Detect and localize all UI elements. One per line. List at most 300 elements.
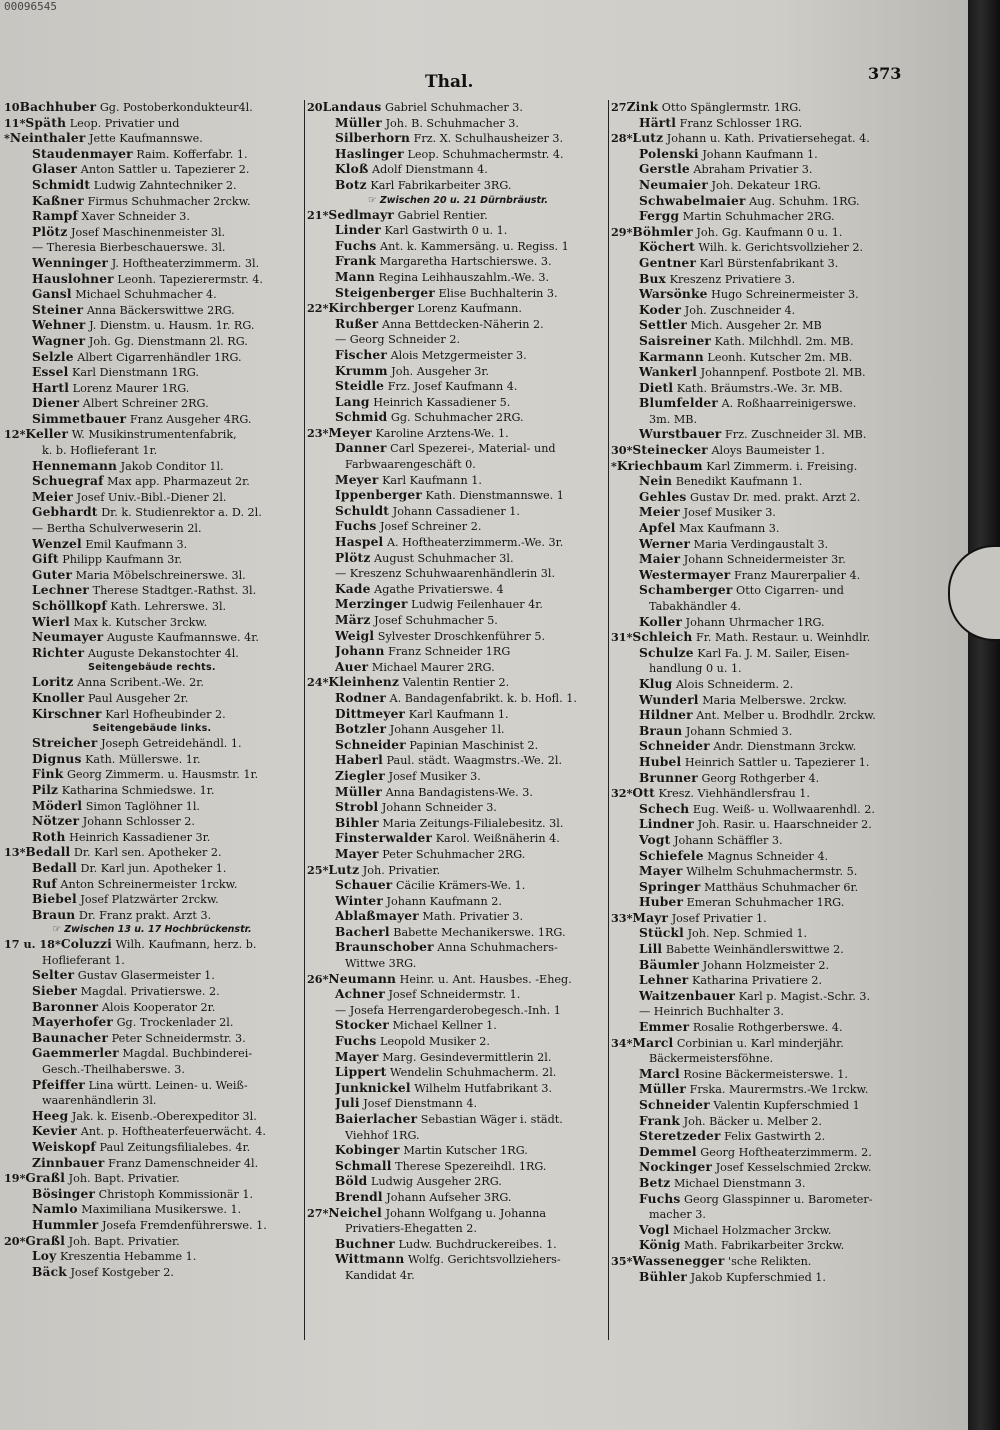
resident-surname: Namlo <box>32 1202 78 1217</box>
resident-details: Sebastian Wäger i. städt. <box>420 1113 563 1126</box>
directory-entry <box>649 1051 911 1067</box>
directory-entry <box>335 613 609 629</box>
resident-surname: Huber <box>639 895 684 910</box>
directory-entry <box>335 473 609 489</box>
resident-details: Franz Schlosser 1RG. <box>679 116 803 130</box>
directory-entry <box>639 1270 911 1286</box>
resident-surname: Böhmler <box>632 224 693 239</box>
resident-surname: Braun <box>639 723 683 738</box>
resident-details: Alois Kooperator 2r. <box>101 1000 216 1014</box>
resident-details: Karl Gastwirth 0 u. 1. <box>384 224 508 238</box>
directory-entry <box>335 1237 609 1253</box>
resident-details: Karl p. Magist.-Schr. 3. <box>738 989 871 1003</box>
directory-entry <box>32 799 300 815</box>
directory-entry <box>32 225 300 241</box>
resident-surname: Stocker <box>335 1018 390 1033</box>
resident-details: Aloys Baumeister 1. <box>711 444 825 458</box>
resident-details: Katharina Privatiere 2. <box>691 974 823 988</box>
resident-surname: Fuchs <box>335 1034 377 1049</box>
resident-surname: Kaßner <box>32 193 84 208</box>
resident-surname: Köchert <box>639 240 695 255</box>
resident-details: Math. Fabrikarbeiter 3rckw. <box>684 1239 845 1253</box>
directory-entry <box>611 1254 911 1270</box>
resident-details: Joh. Bapt. Privatier. <box>68 1172 180 1186</box>
resident-surname: Meyer <box>335 472 379 487</box>
resident-details: Corbinian u. Karl minderjähr. <box>676 1036 844 1050</box>
resident-surname: Danner <box>335 441 387 456</box>
entry-text: — Georg Schneider 2. <box>335 333 461 347</box>
directory-entry <box>639 802 911 818</box>
resident-surname: Neinthaler <box>9 131 86 146</box>
resident-details: Alois Metzgermeister 3. <box>390 348 527 362</box>
resident-surname: Bux <box>639 271 667 286</box>
entry-continuation: Hoflieferant 1. <box>42 953 125 967</box>
resident-surname: Wehner <box>32 318 86 333</box>
house-number: 17 u. 18* <box>4 937 61 952</box>
directory-entry <box>611 100 911 116</box>
resident-surname: Saisreiner <box>639 333 712 348</box>
resident-details: Leopold Musiker 2. <box>380 1035 490 1049</box>
directory-entry <box>639 693 911 709</box>
scan-id: 00096545 <box>4 0 57 13</box>
directory-entry <box>639 615 911 631</box>
resident-details: Leonh. Kutscher 2m. MB. <box>707 350 853 364</box>
resident-surname: Vogl <box>639 1222 670 1237</box>
resident-surname: Fuchs <box>335 238 377 253</box>
resident-surname: Heeg <box>32 1108 69 1123</box>
section-heading: Seitengebäude rechts. <box>88 662 216 674</box>
resident-details: Wilhelm Hutfabrikant 3. <box>414 1081 553 1095</box>
resident-details: Anna Bandagistens-We. 3. <box>385 785 533 799</box>
directory-entry <box>639 537 911 553</box>
resident-surname: Mayer <box>639 864 683 879</box>
resident-details: Georg Hoftheaterzimmerm. 2. <box>700 1145 872 1159</box>
directory-entry <box>335 738 609 754</box>
resident-details: A. Roßhaarreinigerswe. <box>721 397 857 411</box>
directory-entry <box>335 691 609 707</box>
resident-surname: Brendl <box>335 1189 383 1204</box>
entry-continuation: Gesch.-Theilhaberswe. 3. <box>42 1063 185 1077</box>
resident-details: Lina württ. Leinen- u. Weiß- <box>88 1078 248 1092</box>
directory-entry <box>4 845 300 861</box>
resident-details: Max app. Pharmazeut 2r. <box>107 475 250 489</box>
directory-entry <box>4 131 300 147</box>
resident-surname: Härtl <box>639 115 677 130</box>
house-number: * <box>611 458 617 473</box>
resident-surname: Stückl <box>639 926 684 941</box>
directory-entry <box>32 272 300 288</box>
directory-entry <box>639 162 911 178</box>
directory-entry <box>335 925 609 941</box>
directory-entry <box>32 178 300 194</box>
resident-surname: Achner <box>335 987 385 1002</box>
resident-details: Karl Zimmerm. i. Freising. <box>706 459 858 473</box>
resident-surname: Bacherl <box>335 924 390 939</box>
directory-entry <box>639 568 911 584</box>
resident-surname: Kirchberger <box>328 301 414 316</box>
resident-surname: Fuchs <box>335 519 377 534</box>
resident-surname: Strobl <box>335 800 379 815</box>
resident-details: Johann Wolfgang u. Johanna <box>385 1206 547 1220</box>
resident-surname: Guter <box>32 567 73 582</box>
resident-details: Raim. Kofferfabr. 1. <box>136 147 248 161</box>
resident-details: Maria Melberswe. 2rckw. <box>702 693 847 707</box>
directory-entry <box>335 909 609 925</box>
resident-surname: Wankerl <box>639 365 698 380</box>
resident-details: Josef Schreiner 2. <box>380 520 482 534</box>
resident-details: Paul. städt. Waagmstrs.-We. 2l. <box>386 754 563 768</box>
resident-details: Gg. Schuhmacher 2RG. <box>390 411 524 425</box>
entry-text: — Kreszenz Schuhwaarenhändlerin 3l. <box>335 567 555 581</box>
resident-surname: Steretzeder <box>639 1129 721 1144</box>
entry-continuation: waarenhändlerin 3l. <box>42 1094 157 1108</box>
resident-surname: Schmid <box>335 410 388 425</box>
directory-entry <box>335 286 609 302</box>
resident-surname: Botzler <box>335 722 387 737</box>
directory-entry <box>335 410 609 426</box>
resident-surname: Juli <box>335 1096 360 1111</box>
resident-details: Andr. Dienstmann 3rckw. <box>713 740 857 754</box>
resident-surname: Koder <box>639 302 682 317</box>
resident-details: Felix Gastwirth 2. <box>724 1130 826 1144</box>
resident-details: Georg Zimmerm. u. Hausmstr. 1r. <box>66 768 259 782</box>
resident-surname: Buchner <box>335 1236 395 1251</box>
resident-details: Kath. Milchhdl. 2m. MB. <box>714 334 854 348</box>
resident-surname: Schmidt <box>32 177 91 192</box>
directory-column-2 <box>304 100 609 1340</box>
resident-details: Michael Kellner 1. <box>392 1019 497 1033</box>
resident-details: Gg. Postoberkondukteur4l. <box>99 101 253 114</box>
directory-entry <box>32 256 300 272</box>
directory-entry <box>335 1190 609 1206</box>
resident-details: Benedikt Kaufmann 1. <box>675 475 803 489</box>
resident-surname: Hauslohner <box>32 271 114 286</box>
resident-details: Agathe Privatierswe. 4 <box>374 582 504 596</box>
resident-surname: Bihler <box>335 815 379 830</box>
resident-surname: Wunderl <box>639 692 699 707</box>
resident-surname: Kloß <box>335 162 369 177</box>
resident-details: Leonh. Tapezierermstr. 4. <box>117 272 263 286</box>
house-number: 31* <box>611 630 633 645</box>
directory-entry <box>32 474 300 490</box>
resident-surname: Meyer <box>328 425 372 440</box>
resident-surname: Ott <box>632 786 655 801</box>
resident-surname: Dittmeyer <box>335 706 406 721</box>
directory-entry <box>611 630 911 646</box>
directory-entry <box>335 582 609 598</box>
resident-surname: Frank <box>639 1113 681 1128</box>
directory-entry <box>335 1065 609 1081</box>
resident-surname: Kirschner <box>32 706 102 721</box>
resident-surname: Merzinger <box>335 597 408 612</box>
page-number: 373 <box>868 64 902 83</box>
resident-details: Dr. Franz prakt. Arzt 3. <box>78 908 212 922</box>
resident-surname: Gebhardt <box>32 505 98 520</box>
resident-details: Josef Schneidermstr. 1. <box>388 988 521 1002</box>
entry-text: — Theresia Bierbeschauerswe. 3l. <box>32 241 226 255</box>
resident-details: Jakob Kupferschmied 1. <box>690 1270 826 1284</box>
resident-surname: Baronner <box>32 999 99 1014</box>
resident-surname: Zinnbauer <box>32 1155 105 1170</box>
resident-surname: Mayerhofer <box>32 1015 114 1030</box>
directory-entry <box>639 817 911 833</box>
resident-surname: Steigenberger <box>335 285 435 300</box>
resident-details: Valentin Rentier 2. <box>402 676 510 690</box>
resident-surname: Wassenegger <box>632 1253 725 1268</box>
directory-entry <box>345 457 609 473</box>
resident-details: Ant. Melber u. Brodhdlr. 2rckw. <box>696 709 876 723</box>
resident-details: Joh. Gg. Kaufmann 0 u. 1. <box>696 225 843 239</box>
entry-text: — Bertha Schulverweserin 2l. <box>32 522 202 536</box>
directory-entry <box>307 863 609 879</box>
resident-details: Johann Schmied 3. <box>685 724 793 738</box>
resident-details: Leop. Privatier und <box>69 116 180 130</box>
resident-surname: Dietl <box>639 380 674 395</box>
resident-details: Karol. Weißnäherin 4. <box>435 832 560 846</box>
entry-continuation: Wittwe 3RG. <box>345 957 417 971</box>
resident-surname: Polenski <box>639 146 699 161</box>
resident-surname: Lutz <box>632 131 664 146</box>
directory-entry <box>32 318 300 334</box>
directory-entry <box>335 816 609 832</box>
resident-details: Matthäus Schuhmacher 6r. <box>704 880 859 894</box>
house-number: 23* <box>307 425 329 440</box>
resident-details: Emil Kaufmann 3. <box>85 537 188 551</box>
resident-surname: Rampf <box>32 209 78 224</box>
resident-details: Ludwig Feilenhauer 4r. <box>411 598 543 612</box>
resident-details: Joh. Ausgeher 3r. <box>391 364 490 378</box>
resident-details: Maximiliana Musikerswe. 1. <box>81 1203 242 1217</box>
directory-entry <box>639 895 911 911</box>
directory-entry <box>639 505 911 521</box>
resident-details: Albert Cigarrenhändler 1RG. <box>77 350 242 364</box>
resident-surname: Schneider <box>335 737 406 752</box>
directory-entry <box>307 972 609 988</box>
directory-entry <box>335 441 609 457</box>
resident-details: Kath. Lehrerswe. 3l. <box>110 600 227 613</box>
directory-entry <box>32 287 300 303</box>
resident-surname: Waitzenbauer <box>639 988 736 1003</box>
resident-surname: Lechner <box>32 583 90 598</box>
resident-surname: Diener <box>32 396 80 411</box>
house-number: 34* <box>611 1035 633 1050</box>
resident-surname: Knoller <box>32 690 85 705</box>
resident-details: Joh. Gg. Dienstmann 2l. RG. <box>88 334 248 348</box>
resident-details: Heinrich Kassadiener 3r. <box>69 830 211 844</box>
resident-details: Joh. Bäcker u. Melber 2. <box>683 1114 822 1128</box>
directory-entry <box>639 1223 911 1239</box>
directory-entry <box>639 1176 911 1192</box>
resident-surname: Junknickel <box>335 1080 411 1095</box>
resident-surname: Frank <box>335 254 377 269</box>
resident-details: Johann u. Kath. Privatiersehegat. 4. <box>666 132 870 146</box>
resident-surname: Schuegraf <box>32 474 104 489</box>
directory-entry <box>32 691 300 707</box>
entry-text: — Josefa Herrengarderobegesch.-Inh. 1 <box>335 1003 561 1017</box>
resident-details: Magdal. Buchbinderei- <box>122 1047 253 1061</box>
directory-entry <box>32 381 300 397</box>
directory-entry <box>32 552 300 568</box>
resident-surname: Schech <box>639 801 690 816</box>
resident-surname: Baierlacher <box>335 1112 418 1126</box>
directory-entry <box>639 1192 911 1208</box>
page-header-street: Thal. <box>425 72 474 92</box>
directory-entry <box>32 1109 300 1125</box>
directory-entry <box>32 646 300 662</box>
resident-details: Josef Kostgeber 2. <box>70 1265 174 1279</box>
resident-surname: Nötzer <box>32 814 80 829</box>
resident-details: Joh. B. Schuhmacher 3. <box>385 116 519 130</box>
resident-details: Johannpenf. Postbote 2l. MB. <box>700 366 866 380</box>
resident-details: Wolfg. Gerichtsvollziehers- <box>408 1253 561 1267</box>
resident-details: Jakob Conditor 1l. <box>120 459 224 473</box>
directory-entry <box>42 1093 300 1109</box>
resident-surname: Winter <box>335 893 383 908</box>
directory-entry <box>4 1234 300 1250</box>
entry-continuation: Tabakhändler 4. <box>649 600 741 613</box>
directory-entry <box>32 908 300 924</box>
resident-surname: Essel <box>32 365 69 380</box>
directory-entry <box>335 753 609 769</box>
directory-entry <box>335 1174 609 1190</box>
directory-entry <box>639 755 911 771</box>
resident-details: Anton Schreinermeister 1rckw. <box>60 877 238 891</box>
resident-surname: Nein <box>639 474 673 489</box>
resident-surname: Bäck <box>32 1264 67 1279</box>
directory-entry <box>32 505 300 521</box>
resident-details: Auguste Dekanstochter 4l. <box>87 646 239 660</box>
directory-entry <box>335 847 609 863</box>
resident-details: Heinr. u. Ant. Hausbes. -Eheg. <box>399 972 572 986</box>
resident-surname: Ippenberger <box>335 488 422 503</box>
directory-entry <box>32 412 300 428</box>
directory-entry <box>32 1249 300 1265</box>
resident-surname: Kevier <box>32 1124 78 1139</box>
resident-surname: Schuldt <box>335 503 390 518</box>
resident-details: Kath. Müllerswe. 1r. <box>85 752 201 766</box>
directory-entry <box>32 1140 300 1156</box>
entry-continuation: Farbwaarengeschäft 0. <box>345 458 476 472</box>
resident-surname: Botz <box>335 177 367 192</box>
resident-details: Christoph Kommissionär 1. <box>98 1187 254 1201</box>
directory-entry <box>32 968 300 984</box>
resident-surname: Warsönke <box>639 287 708 302</box>
resident-details: Josef Kesselschmied 2rckw. <box>715 1161 872 1175</box>
directory-entry <box>335 317 609 333</box>
resident-details: Josef Privatier 1. <box>671 911 767 925</box>
directory-entry <box>32 162 300 178</box>
directory-entry <box>32 1202 300 1218</box>
directory-entry <box>639 396 911 412</box>
resident-details: Ant. k. Kammersäng. u. Regiss. 1 <box>380 239 569 253</box>
house-number: 13* <box>4 845 26 860</box>
resident-surname: Graßl <box>25 1233 66 1248</box>
resident-details: Carl Spezerei-, Material- und <box>390 442 556 456</box>
resident-surname: Lehner <box>639 973 689 988</box>
resident-details: Anna Bettdecken-Näherin 2. <box>382 317 544 331</box>
resident-surname: Ziegler <box>335 768 386 783</box>
resident-surname: Wagner <box>32 333 86 348</box>
resident-surname: Wenzel <box>32 536 82 551</box>
house-number: 20* <box>4 1233 26 1248</box>
directory-entry <box>307 301 609 317</box>
directory-entry <box>639 240 911 256</box>
directory-entry <box>335 178 609 194</box>
resident-details: Frz. Zuschneider 3l. MB. <box>724 428 867 442</box>
resident-details: Kresz. Viehhändlersfrau 1. <box>658 787 810 801</box>
resident-details: Abraham Privatier 3. <box>693 163 813 177</box>
directory-entry <box>335 1159 609 1175</box>
resident-surname: Haspel <box>335 535 384 550</box>
resident-details: Paul Ausgeher 2r. <box>87 691 189 705</box>
resident-details: Jak. k. Eisenb.-Oberexpeditor 3l. <box>71 1109 257 1123</box>
resident-details: Joh. Nep. Schmied 1. <box>687 927 808 941</box>
directory-entry <box>335 519 609 535</box>
directory-entry <box>639 1004 911 1020</box>
directory-entry <box>32 877 300 893</box>
house-number: 12* <box>4 427 26 442</box>
resident-details: Johann Holzmeister 2. <box>702 958 830 972</box>
resident-surname: Mayr <box>632 910 669 925</box>
directory-entry <box>649 1207 911 1223</box>
resident-details: August Schuhmacher 3l. <box>374 551 514 565</box>
directory-entry <box>42 1062 300 1078</box>
resident-details: Karl Bürstenfabrikant 3. <box>699 256 839 270</box>
resident-surname: Westermayer <box>639 567 731 582</box>
resident-surname: Roth <box>32 829 66 844</box>
resident-details: Max Kaufmann 3. <box>679 522 780 536</box>
resident-details: Anna Scribent.-We. 2r. <box>77 676 204 690</box>
resident-surname: Apfel <box>639 521 676 536</box>
directory-entry <box>32 736 300 752</box>
resident-surname: Kleinhenz <box>328 675 400 690</box>
resident-surname: Krumm <box>335 363 388 378</box>
resident-details: Joh. Dekateur 1RG. <box>711 178 821 192</box>
directory-entry <box>32 861 300 877</box>
resident-details: Gabriel Schuhmacher 3. <box>385 101 523 114</box>
resident-details: Frz. Josef Kaufmann 4. <box>387 380 518 394</box>
directory-entry <box>639 1145 911 1161</box>
directory-entry <box>611 1036 911 1052</box>
entry-text: — Heinrich Buchhalter 3. <box>639 1005 784 1019</box>
directory-entry <box>639 708 911 724</box>
resident-surname: Gift <box>32 552 59 567</box>
directory-column-1 <box>4 100 300 1340</box>
resident-details: Georg Rothgerber 4. <box>701 771 820 785</box>
resident-details: Joh. Bapt. Privatier. <box>68 1234 180 1248</box>
directory-entry <box>335 254 609 270</box>
directory-entry <box>335 1252 609 1268</box>
resident-surname: Böld <box>335 1174 368 1189</box>
house-number: 28* <box>611 131 633 146</box>
house-number: 10 <box>4 100 20 114</box>
directory-entry <box>639 1082 911 1098</box>
directory-entry <box>639 256 911 272</box>
directory-entry <box>639 147 911 163</box>
directory-entry <box>32 334 300 350</box>
directory-entry <box>32 1187 300 1203</box>
resident-details: Karl Kaufmann 1. <box>382 473 482 487</box>
resident-surname: Marcl <box>639 1066 680 1081</box>
resident-surname: Bösinger <box>32 1186 96 1201</box>
resident-surname: Hubel <box>639 754 682 769</box>
directory-entry <box>32 814 300 830</box>
directory-entry <box>335 364 609 380</box>
resident-surname: Meier <box>32 489 74 504</box>
resident-surname: Rodner <box>335 690 387 705</box>
directory-entry <box>32 521 300 537</box>
house-number: 27* <box>307 1205 329 1220</box>
